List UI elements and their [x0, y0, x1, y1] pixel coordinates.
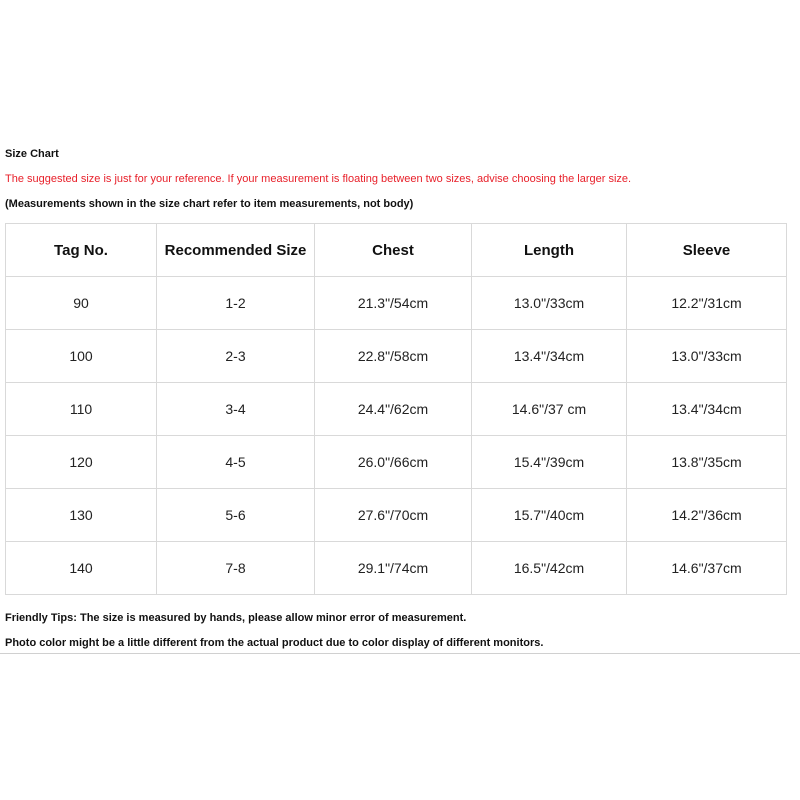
cell-length: 16.5"/42cm	[472, 542, 627, 595]
table-row	[6, 436, 787, 489]
cell-length: 14.6"/37 cm	[472, 383, 627, 436]
cell-recommended-size: 4-5	[157, 436, 315, 489]
cell-recommended-size: 1-2	[157, 277, 315, 330]
table-header-row	[6, 224, 787, 277]
cell-tag-no: 140	[6, 542, 157, 595]
cell-recommended-size: 7-8	[157, 542, 315, 595]
cell-sleeve: 13.8"/35cm	[627, 436, 787, 489]
cell-chest: 22.8"/58cm	[315, 330, 472, 383]
cell-tag-no: 100	[6, 330, 157, 383]
cell-length: 15.4"/39cm	[472, 436, 627, 489]
table-row	[6, 330, 787, 383]
page-title: Size Chart	[5, 148, 59, 160]
header-chest: Chest	[315, 224, 472, 277]
cell-tag-no: 120	[6, 436, 157, 489]
header-length: Length	[472, 224, 627, 277]
cell-length: 15.7"/40cm	[472, 489, 627, 542]
cell-sleeve: 14.6"/37cm	[627, 542, 787, 595]
cell-tag-no: 90	[6, 277, 157, 330]
table-row	[6, 542, 787, 595]
cell-chest: 29.1"/74cm	[315, 542, 472, 595]
size-table	[5, 223, 787, 595]
measurement-note: (Measurements shown in the size chart refer to item measurements, not body)	[5, 198, 414, 210]
table-row	[6, 383, 787, 436]
friendly-tip: Friendly Tips: The size is measured by hands, please allow minor error of measurement.	[5, 612, 467, 624]
cell-chest: 24.4"/62cm	[315, 383, 472, 436]
header-recommended-size: Recommended Size	[157, 224, 315, 277]
cell-chest: 21.3"/54cm	[315, 277, 472, 330]
cell-chest: 26.0"/66cm	[315, 436, 472, 489]
table-row	[6, 489, 787, 542]
cell-length: 13.4"/34cm	[472, 330, 627, 383]
cell-length: 13.0"/33cm	[472, 277, 627, 330]
color-tip: Photo color might be a little different from the actual product due to color display of different monitors.	[5, 637, 544, 649]
cell-sleeve: 13.4"/34cm	[627, 383, 787, 436]
header-sleeve: Sleeve	[627, 224, 787, 277]
cell-sleeve: 14.2"/36cm	[627, 489, 787, 542]
table-row	[6, 277, 787, 330]
cell-tag-no: 110	[6, 383, 157, 436]
header-tag-no: Tag No.	[6, 224, 157, 277]
cell-recommended-size: 3-4	[157, 383, 315, 436]
cell-recommended-size: 5-6	[157, 489, 315, 542]
cell-sleeve: 13.0"/33cm	[627, 330, 787, 383]
cell-chest: 27.6"/70cm	[315, 489, 472, 542]
cell-tag-no: 130	[6, 489, 157, 542]
size-notice: The suggested size is just for your reference. If your measurement is floating between two sizes, advise choosing the larger size.	[5, 173, 632, 185]
divider	[0, 653, 800, 654]
cell-sleeve: 12.2"/31cm	[627, 277, 787, 330]
cell-recommended-size: 2-3	[157, 330, 315, 383]
